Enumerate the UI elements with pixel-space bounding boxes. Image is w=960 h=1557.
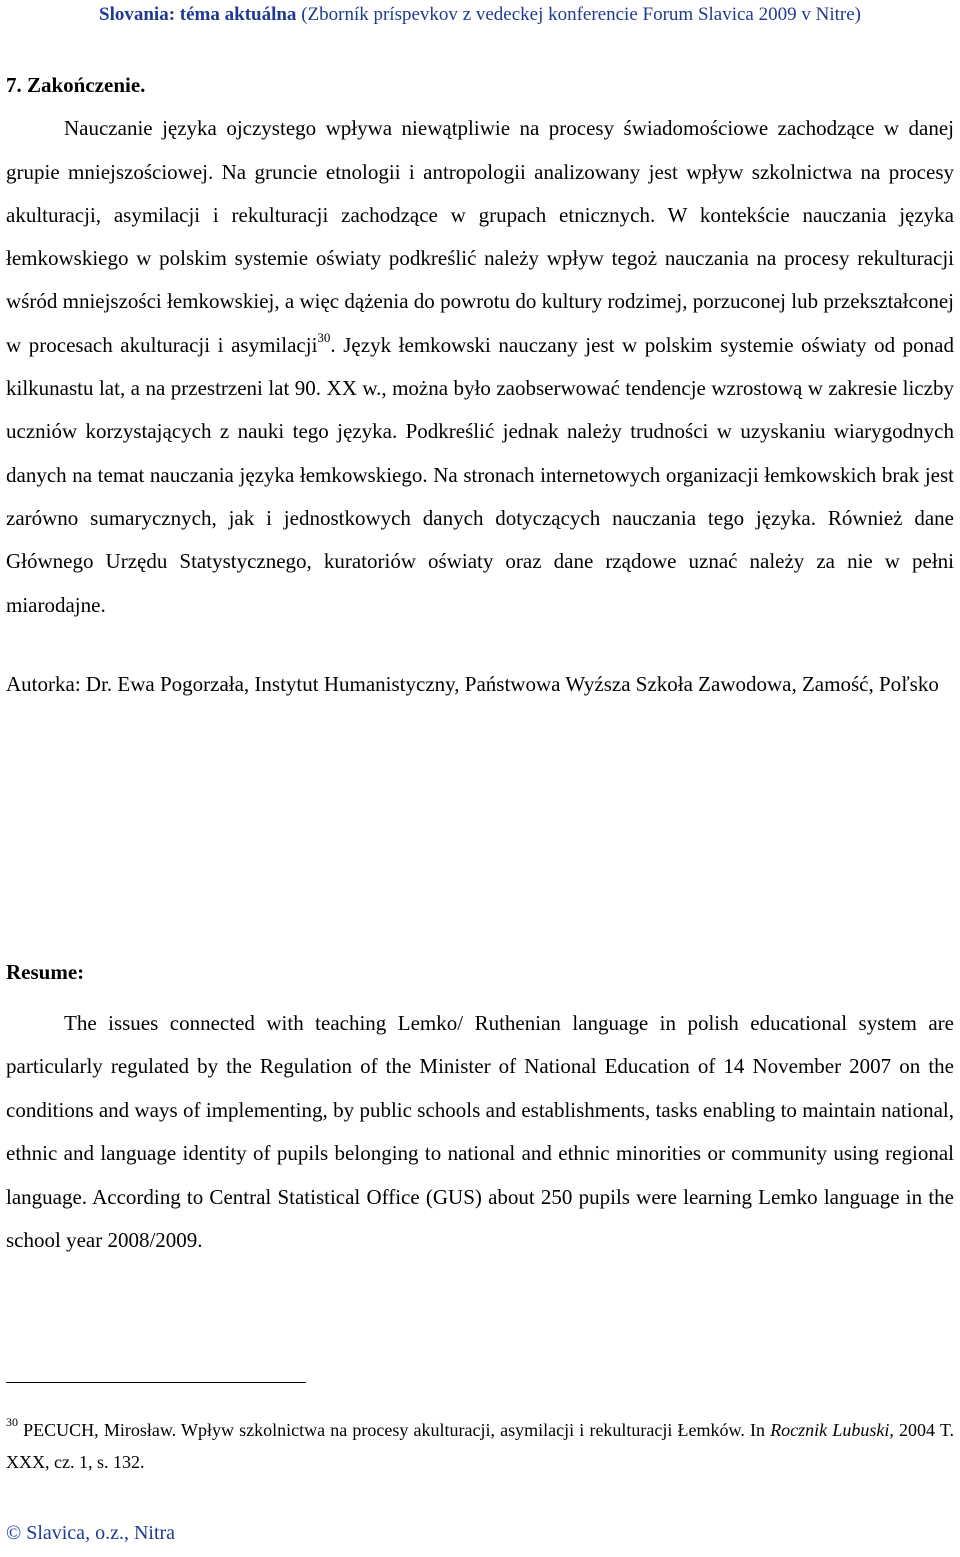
copyright-footer: © Slavica, o.z., Nitra [6, 1522, 176, 1544]
resume-section [6, 1002, 954, 1262]
paragraph-text-part-2: . Język łemkowski nauczany jest w polskim systemie oświaty od ponad kilkunastu lat, a na przestrzeni lat 90. XX w., można było zaobserwować tendencje wzrostową w zakresie liczby uczniów korzystających z nauki tego języka. Podkreślić jednak należy trudności w uzyskaniu wiarygodnych danych na temat nauczania języka łemkowskiego. Na stronach internetowych organizacji łemkowskich brak jest zarówno sumarycznych, jak i jednostkowych danych dotyczących nauczania tego języka. Również dane Głównego Urzędu Statystycznego, kuratoriów oświaty oraz dane rządowe uznać należy za nie w pełni miarodajne. [6, 332, 954, 617]
running-header [0, 4, 960, 26]
footnote-reference[interactable]: 30 [317, 329, 331, 345]
footnote-number: 30 [6, 1415, 18, 1429]
author-line: Autorka: Dr. Ewa Pogorzała, Instytut Humanistyczny, Państwowa Wyźsza Szkoła Zawodowa, Zamość, Poľsko [6, 671, 939, 696]
journal-title: Slovania: téma aktuálna [99, 4, 297, 25]
footnote-divider [6, 1382, 306, 1383]
conclusion-paragraph [6, 107, 954, 627]
section-title: 7. Zakończenie. [6, 73, 146, 97]
footnote [6, 1414, 954, 1478]
footnote-text-part-2: , 2004 T. XXX, cz. 1, s. 132. [6, 1420, 954, 1472]
footnote-text-part-1: PECUCH, Mirosław. Wpływ szkolnictwa na procesy akulturacji, asymilacji i rekulturacji Łemków. In [18, 1420, 771, 1440]
journal-subtitle: (Zborník príspevkov z vedeckej konferencie Forum Slavica 2009 v Nitre) [296, 4, 861, 25]
paragraph-text-part-1: Nauczanie języka ojczystego wpływa niewątpliwie na procesy świadomościowe zachodzące w danej grupie mniejszościowej. Na gruncie etnologii i antropologii analizowany jest wpływ szkolnictwa na procesy akulturacji, asymilacji i rekulturacji zachodzące w grupach etnicznych. W kontekście nauczania języka łemkowskiego w polskim systemie oświaty podkreślić należy wpływ tegoż nauczania na procesy rekulturacji wśród mniejszości łemkowskiej, a więc dążenia do powrotu do kultury rodzimej, porzuconej lub przekształconej w procesach akulturacji i asymilacji [6, 116, 954, 357]
resume-paragraph: The issues connected with teaching Lemko/ Ruthenian language in polish educational system are particularly regulated by the Regulation of the Minister of National Education of 14 November 2007 on the conditions and ways of implementing, by public schools and establishments, tasks enabling to maintain national, ethnic and language identity of pupils belonging to national and ethnic minorities or community using regional language. According to Central Statistical Office (GUS) about 250 pupils were learning Lemko language in the school year 2008/2009. [6, 1011, 954, 1253]
footnote-journal-title: Rocznik Lubuski [770, 1420, 890, 1440]
resume-title: Resume: [6, 960, 85, 984]
conclusion-section [6, 64, 954, 701]
